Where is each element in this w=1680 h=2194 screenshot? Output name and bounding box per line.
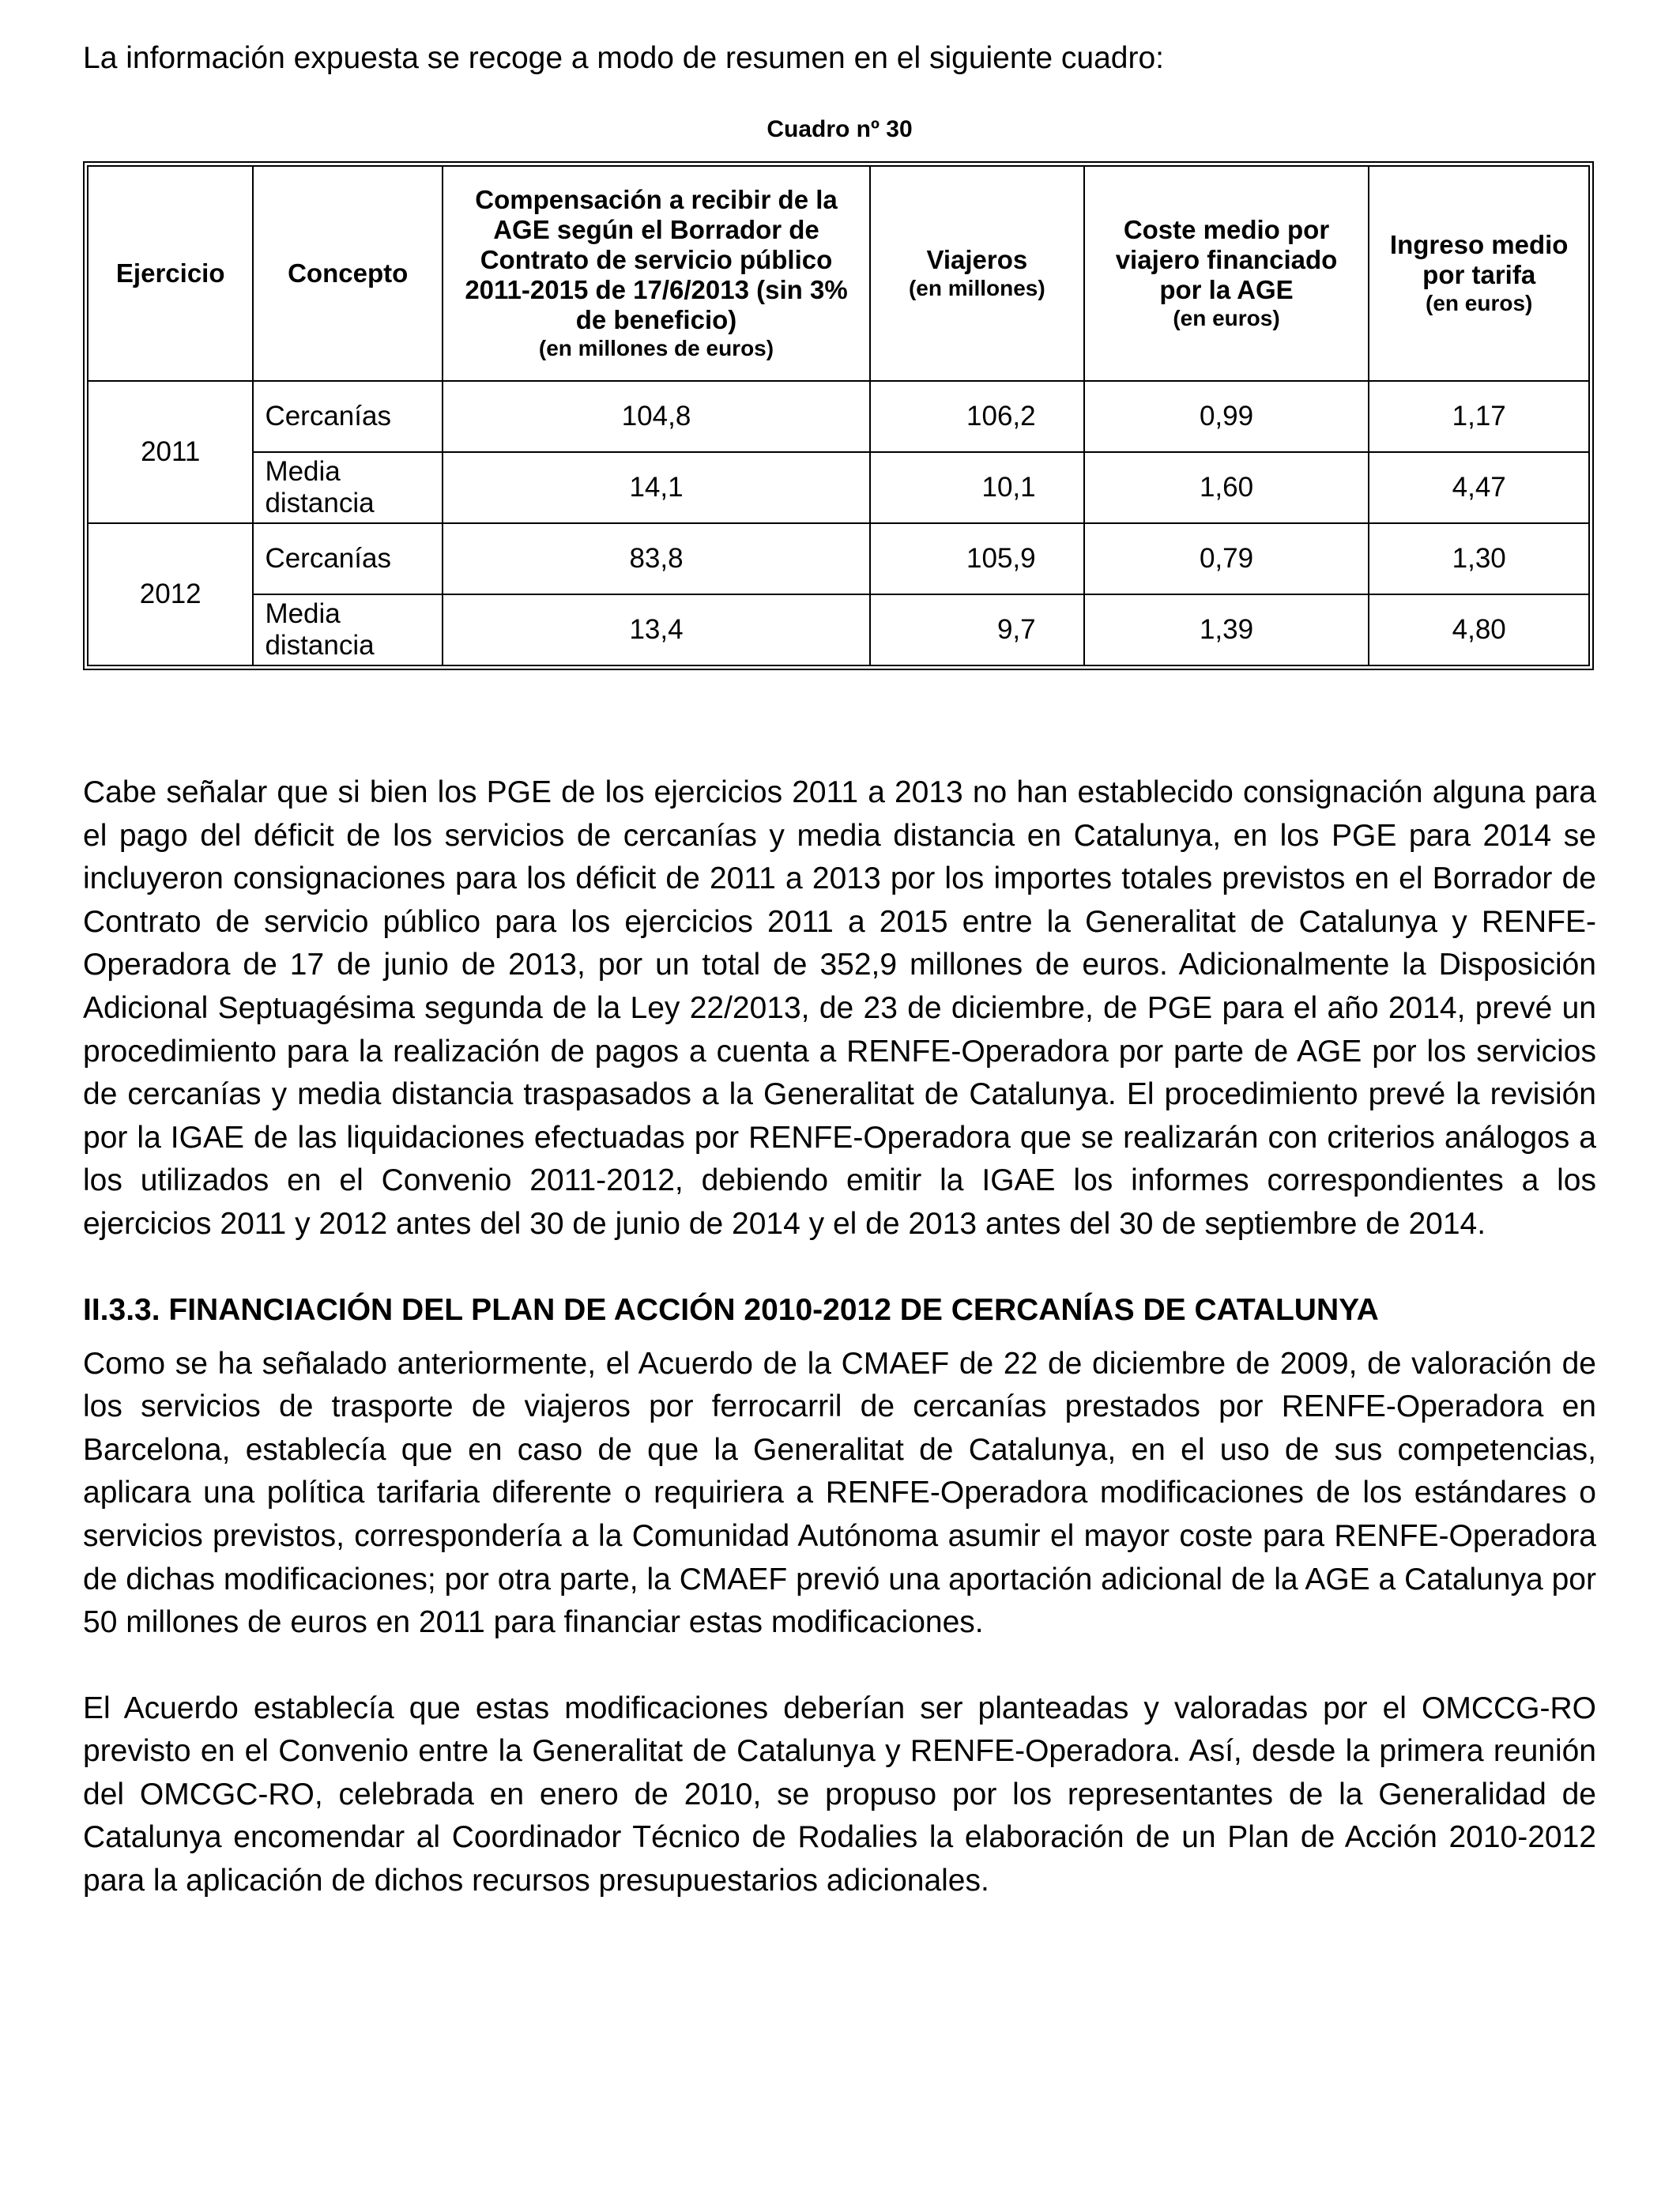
concept-cell: Media distancia: [253, 452, 443, 523]
summary-table: [87, 165, 1590, 666]
compensacion-cell: 14,1: [443, 452, 870, 523]
concept-cell: Cercanías: [253, 381, 443, 452]
ingreso-cell: 1,30: [1369, 523, 1589, 594]
compensacion-cell: 104,8: [443, 381, 870, 452]
table-row: [88, 523, 1589, 594]
intro-text: La información expuesta se recoge a modo de resumen en el siguiente cuadro:: [83, 41, 1165, 75]
body-paragraph-1: Cabe señalar que si bien los PGE de los ejercicios 2011 a 2013 no han establecido consignación alguna para el pago del déficit de los servicios de cercanías y media distancia en Catalunya, en los PGE para 2014 se incluyeron consignaciones para los déficit de 2011 a 2013 por los importes totales previstos en el Borrador de Contrato de servicio público para los ejercicios 2011 a 2015 entre la Generalitat de Catalunya y RENFE-Operadora de 17 de junio de 2013, por un total de 352,9 millones de euros. Adicionalmente la Disposición Adicional Septuagésima segunda de la Ley 22/2013, de 23 de diciembre, de PGE para el año 2014, prevé un procedimiento para la realización de pagos a cuenta a RENFE-Operadora por parte de AGE por los servicios de cercanías y media distancia traspasados a la Generalitat de Catalunya. El procedimiento prevé la revisión por la IGAE de las liquidaciones efectuadas por RENFE-Operadora que se realizarán con criterios análogos a los utilizados en el Convenio 2011-2012, debiendo emitir la IGAE los informes correspondientes a los ejercicios 2011 y 2012 antes del 30 de junio de 2014 y el de 2013 antes del 30 de septiembre de 2014.: [83, 775, 1596, 1241]
concept-cell: Media distancia: [253, 594, 443, 665]
year-cell: 2012: [88, 523, 253, 665]
coste-cell: 0,99: [1084, 381, 1369, 452]
table-header-row: [88, 166, 1589, 381]
year-cell: 2011: [88, 381, 253, 523]
viajeros-cell: 106,2: [870, 381, 1084, 452]
ingreso-cell: 4,47: [1369, 452, 1589, 523]
compensacion-cell: 83,8: [443, 523, 870, 594]
body-paragraph-3: El Acuerdo establecía que estas modificaciones deberían ser planteadas y valoradas por el OMCCG-RO previsto en el Convenio entre la Generalitat de Catalunya y RENFE-Operadora. Así, desde la primera reunión del OMCGC-RO, celebrada en enero de 2010, se propuso por los representantes de la Generalidad de Catalunya encomendar al Coordinador Técnico de Rodalies la elaboración de un Plan de Acción 2010-2012 para la aplicación de dichos recursos presupuestarios adicionales.: [83, 1691, 1596, 1898]
section-heading: II.3.3. FINANCIACIÓN DEL PLAN DE ACCIÓN 2010-2012 DE CERCANÍAS DE CATALUNYA: [83, 1292, 1379, 1327]
coste-cell: 0,79: [1084, 523, 1369, 594]
coste-cell: 1,60: [1084, 452, 1369, 523]
table-row: [88, 452, 1589, 523]
compensacion-cell: 13,4: [443, 594, 870, 665]
viajeros-cell: 9,7: [870, 594, 1084, 665]
ingreso-cell: 4,80: [1369, 594, 1589, 665]
table-row: [88, 381, 1589, 452]
header-compensacion: Compensación a recibir de la AGE según el Borrador de Contrato de servicio público 2011-2015 de 17/6/2013 (sin 3% de beneficio) (en millones de euros): [443, 166, 870, 381]
header-coste-medio: Coste medio por viajero financiado por la AGE (en euros): [1084, 166, 1369, 381]
header-ingreso-medio: Ingreso medio por tarifa (en euros): [1369, 166, 1589, 381]
table-row: [88, 594, 1589, 665]
header-viajeros: Viajeros (en millones): [870, 166, 1084, 381]
concept-cell: Cercanías: [253, 523, 443, 594]
header-ejercicio: Ejercicio: [88, 166, 253, 381]
header-concepto: Concepto: [253, 166, 443, 381]
viajeros-cell: 105,9: [870, 523, 1084, 594]
coste-cell: 1,39: [1084, 594, 1369, 665]
table-frame: [83, 161, 1594, 670]
table-caption: Cuadro nº 30: [767, 116, 913, 142]
document-page: [83, 38, 1596, 1903]
viajeros-cell: 10,1: [870, 452, 1084, 523]
body-paragraph-2: Como se ha señalado anteriormente, el Acuerdo de la CMAEF de 22 de diciembre de 2009, de valoración de los servicios de trasporte de viajeros por ferrocarril de cercanías prestados por RENFE-Operadora en Barcelona, establecía que en caso de que la Generalitat de Catalunya, en el uso de sus competencias, aplicara una política tarifaria diferente o requiriera a RENFE-Operadora modificaciones de los estándares o servicios previstos, correspondería a la Comunidad Autónoma asumir el mayor coste para RENFE-Operadora de dichas modificaciones; por otra parte, la CMAEF previó una aportación adicional de la AGE a Catalunya por 50 millones de euros en 2011 para financiar estas modificaciones.: [83, 1346, 1596, 1640]
ingreso-cell: 1,17: [1369, 381, 1589, 452]
